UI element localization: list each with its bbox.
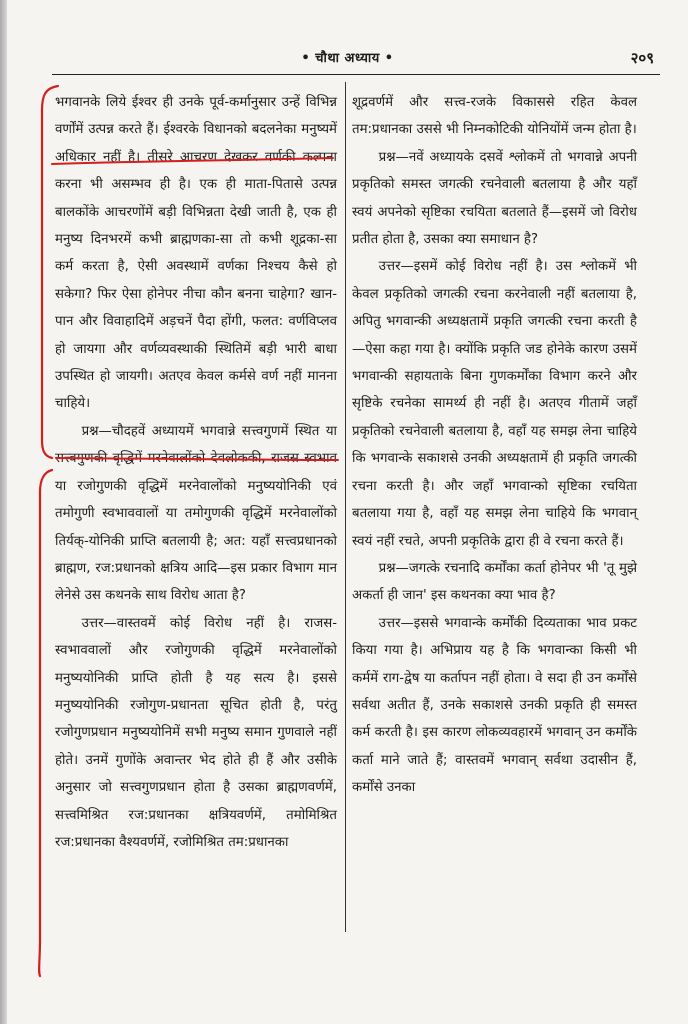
running-title: • चौथा अध्याय • — [301, 51, 394, 66]
question-prakriti: प्रश्न—नवें अध्यायके दसवें श्लोकमें तो भगवान्ने अपनी प्रकृतिको समस्त जगत्की रचनेवाली बतलाया है और यहाँ स्वयं अपनेको सृष्टिका रचयिता बतलाते हैं—इसमें जो विरोध प्रतीत होता है, उसका क्या समाधान है? — [352, 149, 637, 248]
question-gunas: प्रश्न—चौदहवें अध्यायमें भगवान्ने सत्त्वगुणमें स्थित या सत्त्वगुणकी वृद्धिमें मरनेवालोंको देवलोककी, राजस स्वभाव या रजोगुणकी वृद्धिमें मरनेवालोंको मनुष्ययोनिकी एवं तमोगुणी स्वभाववालों या तमोगुणकी वृद्धिमें मरनेवालोंको तिर्यक्-योनिकी प्राप्ति बतलायी है; अत: यहाँ सत्त्वप्रधानको ब्राह्मण, रज:प्रधानको क्षत्रिय आदि—इस प्रकार विभाग मान लेनेसे उस कथनके साथ विरोध आता है? — [55, 423, 337, 604]
header-rule — [52, 74, 660, 75]
question-akarta: प्रश्न—जगत्के रचनादि कर्मोंका कर्ता होनेपर भी 'तू मुझे अकर्ता ही जान' इस कथनका क्या भाव है? — [352, 560, 637, 604]
left-column — [55, 89, 337, 856]
page-header — [7, 48, 688, 72]
book-page — [7, 0, 688, 1024]
column-divider — [345, 82, 346, 932]
answer-prakriti: उत्तर—इसमें कोई विरोध नहीं है। उस श्लोकमें भी केवल प्रकृतिको जगत्की रचना करनेवाली नहीं बतलाया है, अपितु भगवान्की अध्यक्षतामें प्रकृति जगत्की रचना करती है—ऐसा कहा गया है। क्योंकि प्रकृति जड होनेके कारण उसमें भगवान्की सहायताके बिना गुणकर्मोंका विभाग करने और सृष्टिके रचनेका सामर्थ्य ही नहीं है। अतएव गीतामें जहाँ प्रकृतिको रचनेवाली बतलाया है, वहाँ यह समझ लेना चाहिये कि भगवान्के सकाशसे उनकी अध्यक्षतामें ही प्रकृति जगत्की रचना करती है। और जहाँ भगवान्को सृष्टिका रचयिता बतलाया गया है, वहाँ यह समझ लेना चाहिये कि भगवान् स्वयं नहीं रचते, अपनी प्रकृतिके द्वारा ही वे रचना करते हैं। — [352, 259, 637, 549]
page-number: २०९ — [630, 49, 654, 67]
paragraph-varna-discussion: भगवानके लिये ईश्वर ही उनके पूर्व-कर्मानुसार उन्हें विभिन्न वर्णोंमें उत्पन्न करते हैं। ईश्वरके विधानको बदलनेका मनुष्यमें अधिकार नहीं है। तीसरे आचरण देखकर वर्णकी कल्पना करना भी असम्भव ही है। एक ही माता-पितासे उत्पन्न बालकोंके आचरणोंमें बड़ी विभिन्नता देखी जाती है, एक ही मनुष्य दिनभरमें कभी ब्राह्मणका-सा तो कभी शूद्रका-सा कर्म करता है, ऐसी अवस्थामें वर्णका निश्चय कैसे हो सकेगा? फिर ऐसा होनेपर नीचा कौन बनना चाहेगा? खान-पान और विवाहादिमें अड़चनें पैदा होंगी, फलत: वर्णविप्लव हो जायगा और वर्णव्यवस्थाकी स्थितिमें बड़ी भारी बाधा उपस्थित हो जायगी। अतएव केवल कर्मसे वर्ण नहीं मानना चाहिये। — [55, 95, 337, 412]
answer-akarta: उत्तर—इससे भगवान्के कर्मोंकी दिव्यताका भाव प्रकट किया गया है। अभिप्राय यह है कि भगवान्का किसी भी कर्ममें राग-द्वेष या कर्तापन नहीं होता। वे सदा ही उन कर्मोंसे सर्वथा अतीत हैं, उनके सकाशसे उनकी प्रकृति ही समस्त कर्म करती है। इस कारण लोकव्यवहारमें भगवान् उन कर्मोंके कर्ता माने जाते हैं; वास्तवमें भगवान् सर्वथा उदासीन हैं, कर्मोंसे उनका — [352, 615, 637, 796]
answer-gunas: उत्तर—वास्तवमें कोई विरोध नहीं है। राजस-स्वभाववालों और रजोगुणकी वृद्धिमें मरनेवालोंको मनुष्ययोनिकी प्राप्ति होती है यह सत्य है। इससे मनुष्ययोनिकी रजोगुण-प्रधानता सूचित होती है, परंतु रजोगुणप्रधान मनुष्ययोनिमें सभी मनुष्य समान गुणवाले नहीं होते। उनमें गुणोंके अवान्तर भेद होते ही हैं और उसीके अनुसार जो सत्त्वगुणप्रधान होता है उसका ब्राह्मणवर्णमें, सत्त्वमिश्रित रज:प्रधानका क्षत्रियवर्णमें, तमोमिश्रित रज:प्रधानका वैश्यवर्णमें, रजोमिश्रित तम:प्रधानका — [55, 615, 337, 850]
right-column — [352, 89, 637, 802]
paragraph-shudra-continuation: शूद्रवर्णमें और सत्त्व-रजके विकाससे रहित केवल तम:प्रधानका उससे भी निम्नकोटिकी योनियोंमें जन्म होता है। — [352, 95, 637, 138]
scan-edge — [0, 0, 7, 1024]
